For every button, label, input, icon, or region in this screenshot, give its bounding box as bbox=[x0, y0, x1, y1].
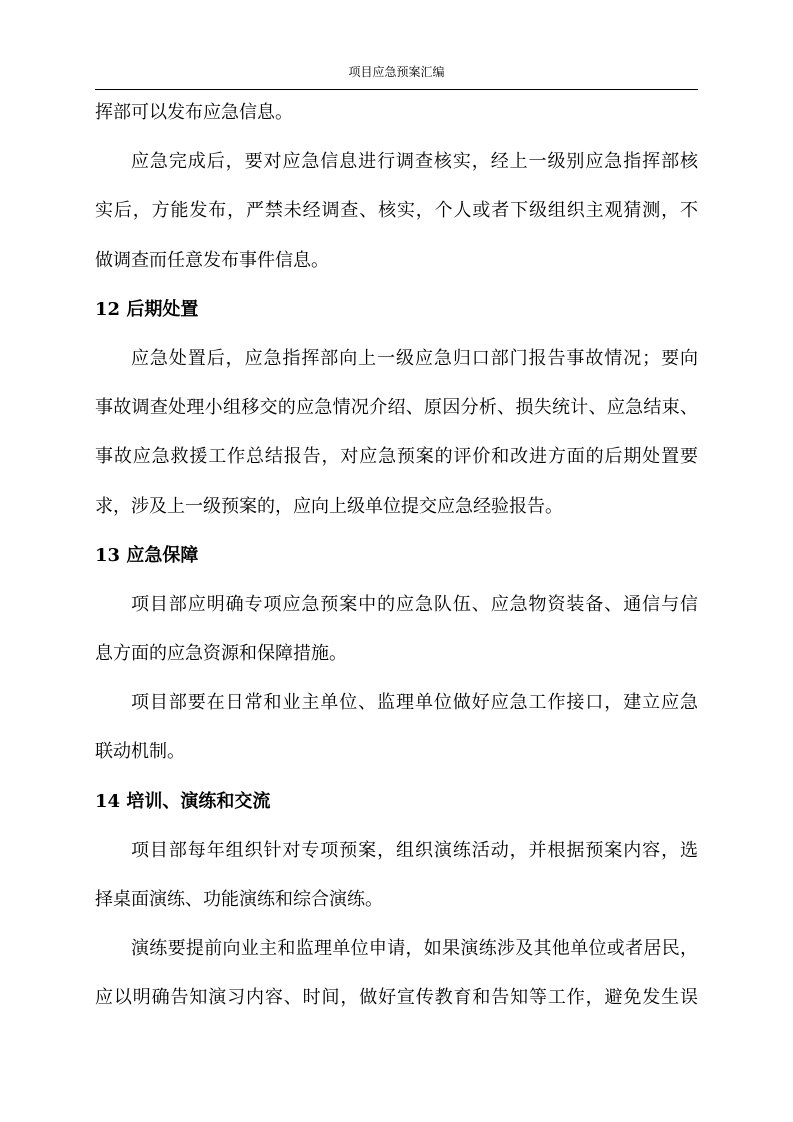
paragraph-line: 应以明确告知演习内容、时间，做好宣传教育和告知等工作，避免发生误 bbox=[95, 987, 698, 1009]
paragraph-line: 息方面的应急资源和保障措施。 bbox=[95, 643, 347, 665]
paragraph-line: 项目部应明确专项应急预案中的应急队伍、应急物资装备、通信与信 bbox=[131, 593, 698, 615]
section-heading: 13 应急保障 bbox=[95, 544, 199, 566]
paragraph-line: 做调查而任意发布事件信息。 bbox=[95, 249, 329, 271]
paragraph-line: 演练要提前向业主和监理单位申请，如果演练涉及其他单位或者居民， bbox=[131, 938, 698, 960]
paragraph-line: 挥部可以发布应急信息。 bbox=[95, 102, 293, 123]
paragraph-line: 事故应急救援工作总结报告，对应急预案的评价和改进方面的后期处置要 bbox=[95, 446, 698, 468]
section-heading: 14 培训、演练和交流 bbox=[95, 790, 271, 812]
paragraph-line: 求，涉及上一级预案的，应向上级单位提交应急经验报告。 bbox=[95, 495, 563, 517]
page-header-title: 项目应急预案汇编 bbox=[348, 65, 445, 79]
paragraph-line: 项目部要在日常和业主单位、监理单位做好应急工作接口，建立应急 bbox=[131, 692, 698, 714]
paragraph-line: 项目部每年组织针对专项预案，组织演练活动，并根据预案内容，选 bbox=[131, 839, 698, 861]
paragraph-line: 实后，方能发布，严禁未经调查、核实，个人或者下级组织主观猜测，不 bbox=[95, 200, 698, 222]
document-body bbox=[95, 88, 698, 1023]
paragraph-line: 事故调查处理小组移交的应急情况介绍、原因分析、损失统计、应急结束、 bbox=[95, 397, 698, 419]
paragraph-line: 应急完成后，要对应急信息进行调查核实，经上一级别应急指挥部核 bbox=[131, 151, 698, 173]
paragraph-line: 应急处置后，应急指挥部向上一级应急归口部门报告事故情况；要向 bbox=[131, 347, 698, 369]
paragraph-line: 联动机制。 bbox=[95, 741, 185, 763]
section-heading: 12 后期处置 bbox=[95, 298, 199, 320]
paragraph-line: 择桌面演练、功能演练和综合演练。 bbox=[95, 889, 383, 910]
